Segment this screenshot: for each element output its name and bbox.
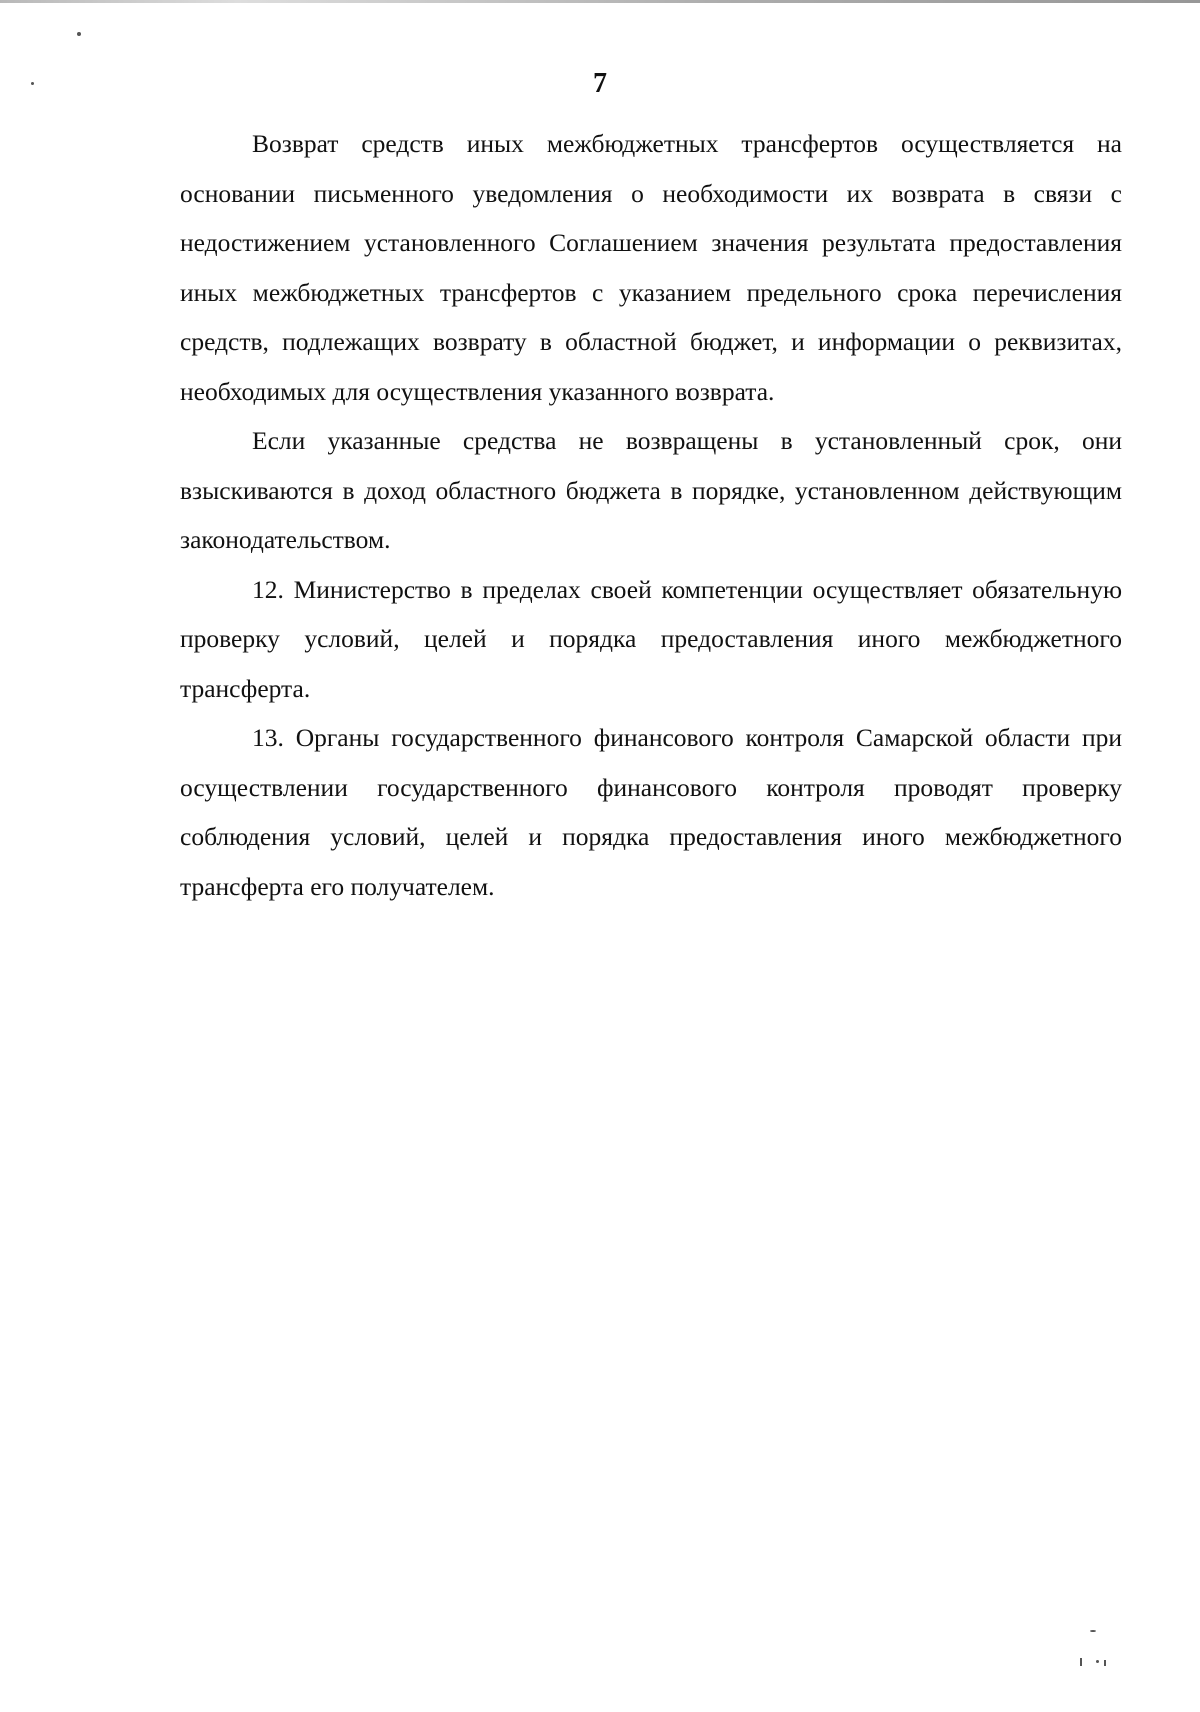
scan-speck (1096, 1660, 1099, 1663)
paragraph-recovery: Если указанные средства не возвращены в установленный срок, они взыскиваются в доход областного бюджета в порядке, установленном действующим законодательством. (180, 426, 1122, 554)
scan-speck (1104, 1660, 1106, 1666)
scan-speck (1090, 1630, 1096, 1632)
paragraph-refund-procedure: Возврат средств иных межбюджетных трансфертов осуществляется на основании письменного уведомления о необходимости их возврата в связи с недостижением установленного Соглашением значения результата предоставления иных межбюджетных трансфертов с указанием предельного срока перечисления средств, подлежащих возврату в областной бюджет, и информации о реквизитах, необходимых для осуществления указанного возврата. (180, 129, 1122, 406)
scan-speck (31, 82, 34, 85)
scan-speck (77, 32, 81, 36)
paragraph-item-12: 12. Министерство в пределах своей компетенции осуществляет обязательную проверку условий, целей и порядка предоставления иного межбюджетного трансферта. (180, 574, 1122, 703)
page-number-text: 7 (593, 68, 607, 99)
scan-top-edge (0, 0, 1200, 3)
scan-speck (1080, 1658, 1082, 1666)
paragraph-item-13: 13. Органы государственного финансового контроля Самарской области при осуществлении государственного финансового контроля проводят проверку соблюдения условий, целей и порядка предоставления иного межбюджетного трансферта его получателем. (180, 723, 1122, 901)
document-body (180, 119, 1122, 911)
page-number (0, 68, 1200, 100)
